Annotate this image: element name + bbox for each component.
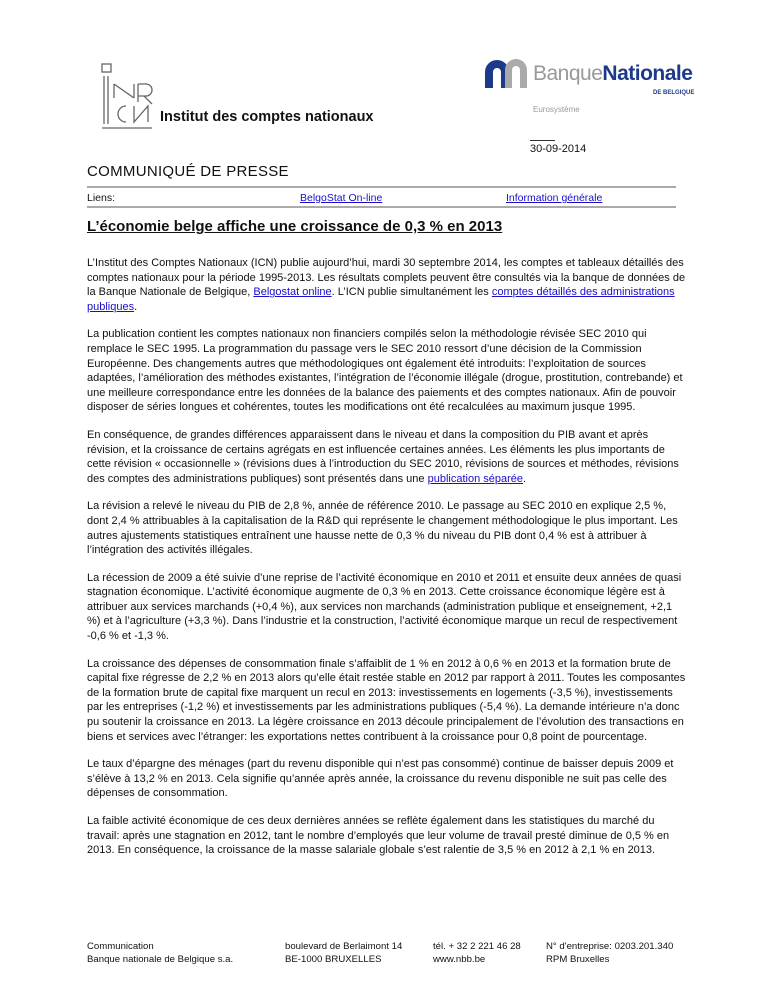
- public-admin-accounts-link[interactable]: comptes détaillés des administrations publiques: [87, 286, 675, 313]
- text: RPM Bruxelles: [546, 953, 610, 965]
- belgostat-online-link[interactable]: Belgostat online: [253, 286, 332, 299]
- eurosystem-label: Eurosystème: [533, 105, 580, 114]
- date-divider: [530, 140, 555, 141]
- bnb-arch-icon: [483, 58, 531, 90]
- text: . L’ICN publie simultanément les: [331, 286, 492, 299]
- text: L’Institut des Comptes Nationaux (ICN) publie aujourd’hui, mardi 30 septembre 2014, les comptes et tableaux détaillés des comptes nationaux pour la période 1995-2013. Les résultats complets peuvent être consultés via la banque de données de la Banque Nationale de Belgique,: [87, 257, 686, 299]
- text: tél. + 32 2 221 46 28: [433, 941, 521, 952]
- paragraph-2: La publication contient les comptes nationaux non financiers compilés selon la méthodologie révisée SEC 2010 qui remplace le SEC 1995. La programmation du passage vers le SEC 2010 ressort d’une décision de la Commission Européenne. Des changements autres que méthodologiques ont également été introduits: l’exploitation de sources adaptées, l’amélioration des méthodes existantes, l’intégration de l’économie illégale (drogue, prostitution, contrebande) et une meilleure correspondance entre les données de la balance des paiements et des comptes nationaux. Afin de pouvoir disposer de séries longues et cohérentes, toutes les modifications ont été recalculées au maximum jusque 1995.: [87, 328, 683, 414]
- body-text: [87, 256, 688, 871]
- paragraph-8: La faible activité économique de ces deux dernières années se reflète également dans les statistiques du marché du travail: après une stagnation en 2012, tant le nombre d’employés que leur volume de travail presté diminue de 0,5 % en 2013. En conséquence, la croissance de la masse salariale globale s’est ralentie de 3,5 % en 2012 à 2,1 % en 2013.: [87, 815, 670, 857]
- text: .: [523, 472, 527, 485]
- text: BE-1000 BRUXELLES: [285, 953, 382, 965]
- footer-communication: [87, 941, 233, 966]
- text: boulevard de Berlaimont 14: [285, 941, 403, 952]
- belgostat-link[interactable]: BelgoStat On-line: [300, 192, 383, 204]
- headline: L’économie belge affiche une croissance de 0,3 % en 2013: [87, 218, 503, 235]
- links-top-rule: [87, 186, 676, 188]
- paragraph-3: [87, 428, 688, 486]
- general-info-link[interactable]: Information générale: [506, 192, 603, 204]
- bank-name-light: Banque: [533, 62, 603, 85]
- document-type: COMMUNIQUÉ DE PRESSE: [87, 163, 289, 180]
- paragraph-4: La révision a relevé le niveau du PIB de 2,8 %, année de référence 2010. Le passage au SEC 2010 en explique 2,5 %, dont 2,4 % attribuables à la capitalisation de la R&D qui représente le changement méthodologique le plus important. Les autres ajustements statistiques entraînent une hausse nette de 0,3 % du niveau du PIB dont 0,4 % est à attribuer à l’intégration des activités illégales.: [87, 500, 678, 557]
- bank-name-bold: Nationale: [602, 62, 693, 85]
- footer-company: [546, 941, 673, 966]
- separate-publication-link[interactable]: publication séparée: [427, 472, 523, 485]
- release-date: 30-09-2014: [530, 143, 587, 155]
- paragraph-6: La croissance des dépenses de consommation finale s’affaiblit de 1 % en 2012 à 0,6 % en 2013 et la formation brute de capital fixe régresse de 2,2 % en 2013 alors qu’elle était restée stable en 2012 par rapport à 2011. Toutes les composantes de la formation brute de capital fixe marquent un recul en 2013: investissements en logements (-3,5 %), investissements par les entreprises (-1,2 %) et investissements par les administrations publiques (-5,4 %). La demande intérieure n’a donc pu soutenir la croissance en 2013. La légère croissance en 2013 découle principalement de l’évolution des transactions en biens et services avec l’étranger: les exportations nettes contribuent à la croissance pour 0,8 point de pourcentage.: [87, 657, 686, 743]
- paragraph-7: Le taux d’épargne des ménages (part du revenu disponible qui n’est pas consommé) continue de baisser depuis 2009 et s’élève à 13,2 % en 2013. Cela signifie qu’année après année, la croissance du revenu disponible ne suit pas celle des dépenses de consommation.: [87, 758, 674, 800]
- paragraph-1: [87, 256, 688, 314]
- text: .: [134, 300, 138, 313]
- bank-subtitle: DE BELGIQUE: [653, 90, 695, 96]
- footer-contact: [433, 941, 521, 966]
- text: En conséquence, de grandes différences apparaissent dans le niveau et dans la composition du PIB avant et après révision, et la croissance de certains agrégats en est influencée certaines années. Les éléments les plus importants de cette révision « occasionnelle » (révisions dues à l’introduction du SEC 2010, révisions de sources et méthodes, révisions des comptes des administrations publiques) sont présentés dans une: [87, 428, 679, 485]
- icn-logo: [100, 62, 158, 134]
- institute-name: Institut des comptes nationaux: [160, 109, 374, 125]
- text: Banque nationale de Belgique s.a.: [87, 953, 234, 965]
- paragraph-5: La récession de 2009 a été suivie d’une reprise de l’activité économique en 2010 et 2011 et ensuite deux années de quasi stagnation économique. L’activité économique augmente de 0,3 % en 2013. Cette croissance économique légère est à attribuer aux services marchands (+0,4 %), aux services non marchands (administration publique et enseignement, +2,1 %) et à l’agriculture (+3,3 %). Dans l’industrie et la construction, l’activité économique marque un recul de respectivement -0,6 % et -1,3 %.: [87, 571, 682, 643]
- bnb-logo: [483, 58, 695, 96]
- text: www.nbb.be: [433, 953, 486, 965]
- text: Communication: [87, 941, 154, 952]
- links-label: Liens:: [87, 192, 116, 204]
- links-bottom-rule: [87, 206, 676, 208]
- footer-address: [285, 941, 402, 966]
- text: N° d'entreprise: 0203.201.340: [546, 941, 674, 952]
